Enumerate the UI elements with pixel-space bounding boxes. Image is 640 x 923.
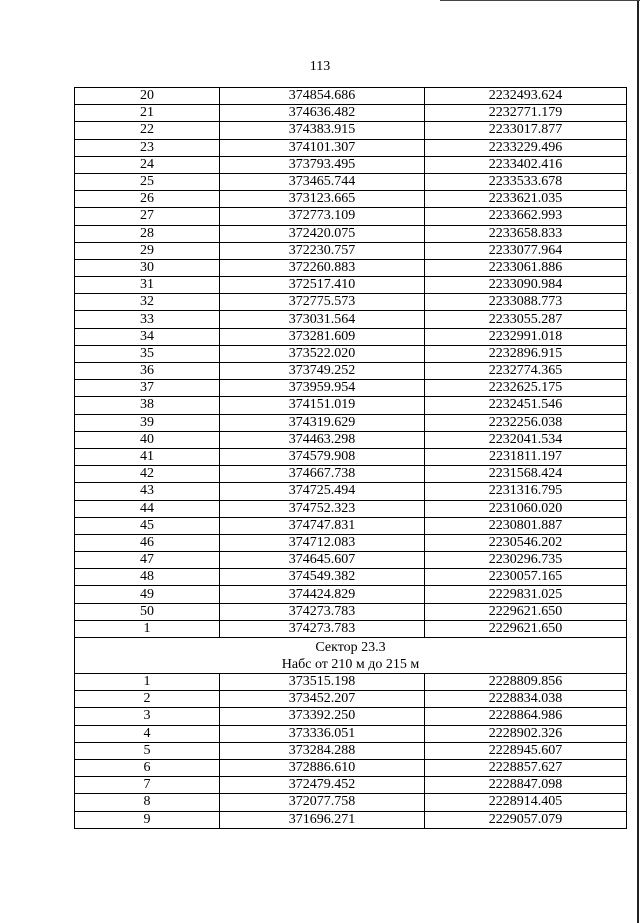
y-coordinate-cell: 2228847.098 bbox=[425, 777, 627, 794]
x-coordinate-cell: 373793.495 bbox=[220, 156, 425, 173]
point-number-cell: 36 bbox=[75, 363, 220, 380]
x-coordinate-cell: 374319.629 bbox=[220, 414, 425, 431]
y-coordinate-cell: 2230546.202 bbox=[425, 534, 627, 551]
x-coordinate-cell: 372517.410 bbox=[220, 277, 425, 294]
table-row bbox=[75, 777, 627, 794]
x-coordinate-cell: 373284.288 bbox=[220, 742, 425, 759]
y-coordinate-cell: 2228945.607 bbox=[425, 742, 627, 759]
table-row bbox=[75, 586, 627, 603]
y-coordinate-cell: 2228809.856 bbox=[425, 674, 627, 691]
y-coordinate-cell: 2229057.079 bbox=[425, 811, 627, 828]
table-row bbox=[75, 534, 627, 551]
y-coordinate-cell: 2229831.025 bbox=[425, 586, 627, 603]
section-header-row bbox=[75, 638, 627, 674]
point-number-cell: 24 bbox=[75, 156, 220, 173]
right-edge-mark bbox=[637, 0, 639, 923]
point-number-cell: 49 bbox=[75, 586, 220, 603]
table-row bbox=[75, 277, 627, 294]
y-coordinate-cell: 2228834.038 bbox=[425, 691, 627, 708]
coordinates-table bbox=[74, 87, 627, 829]
x-coordinate-cell: 374383.915 bbox=[220, 122, 425, 139]
y-coordinate-cell: 2233533.678 bbox=[425, 173, 627, 190]
table-row bbox=[75, 414, 627, 431]
y-coordinate-cell: 2232041.534 bbox=[425, 431, 627, 448]
point-number-cell: 7 bbox=[75, 777, 220, 794]
section-title: Сектор 23.3 bbox=[315, 640, 386, 655]
point-number-cell: 45 bbox=[75, 517, 220, 534]
point-number-cell: 37 bbox=[75, 380, 220, 397]
table-row bbox=[75, 259, 627, 276]
point-number-cell: 28 bbox=[75, 225, 220, 242]
x-coordinate-cell: 373452.207 bbox=[220, 691, 425, 708]
y-coordinate-cell: 2232991.018 bbox=[425, 328, 627, 345]
x-coordinate-cell: 373336.051 bbox=[220, 725, 425, 742]
y-coordinate-cell: 2231316.795 bbox=[425, 483, 627, 500]
point-number-cell: 6 bbox=[75, 759, 220, 776]
y-coordinate-cell: 2233621.035 bbox=[425, 191, 627, 208]
y-coordinate-cell: 2232451.546 bbox=[425, 397, 627, 414]
point-number-cell: 29 bbox=[75, 242, 220, 259]
point-number-cell: 8 bbox=[75, 794, 220, 811]
y-coordinate-cell: 2232625.175 bbox=[425, 380, 627, 397]
y-coordinate-cell: 2230296.735 bbox=[425, 552, 627, 569]
y-coordinate-cell: 2232896.915 bbox=[425, 345, 627, 362]
point-number-cell: 41 bbox=[75, 448, 220, 465]
y-coordinate-cell: 2233055.287 bbox=[425, 311, 627, 328]
x-coordinate-cell: 374636.482 bbox=[220, 105, 425, 122]
x-coordinate-cell: 372077.758 bbox=[220, 794, 425, 811]
point-number-cell: 32 bbox=[75, 294, 220, 311]
point-number-cell: 1 bbox=[75, 674, 220, 691]
point-number-cell: 21 bbox=[75, 105, 220, 122]
x-coordinate-cell: 374151.019 bbox=[220, 397, 425, 414]
point-number-cell: 50 bbox=[75, 603, 220, 620]
y-coordinate-cell: 2233061.886 bbox=[425, 259, 627, 276]
point-number-cell: 23 bbox=[75, 139, 220, 156]
x-coordinate-cell: 374579.908 bbox=[220, 448, 425, 465]
point-number-cell: 27 bbox=[75, 208, 220, 225]
x-coordinate-cell: 374549.382 bbox=[220, 569, 425, 586]
table-row bbox=[75, 759, 627, 776]
y-coordinate-cell: 2233402.416 bbox=[425, 156, 627, 173]
table-row bbox=[75, 380, 627, 397]
point-number-cell: 30 bbox=[75, 259, 220, 276]
point-number-cell: 25 bbox=[75, 173, 220, 190]
x-coordinate-cell: 374273.783 bbox=[220, 603, 425, 620]
table-row bbox=[75, 139, 627, 156]
point-number-cell: 44 bbox=[75, 500, 220, 517]
point-number-cell: 2 bbox=[75, 691, 220, 708]
y-coordinate-cell: 2233088.773 bbox=[425, 294, 627, 311]
y-coordinate-cell: 2230801.887 bbox=[425, 517, 627, 534]
section-subtitle: Набс от 210 м до 215 м bbox=[281, 657, 420, 672]
table-row bbox=[75, 397, 627, 414]
x-coordinate-cell: 373281.609 bbox=[220, 328, 425, 345]
y-coordinate-cell: 2228914.405 bbox=[425, 794, 627, 811]
table-row bbox=[75, 191, 627, 208]
table-row bbox=[75, 620, 627, 637]
x-coordinate-cell: 374747.831 bbox=[220, 517, 425, 534]
table-row bbox=[75, 517, 627, 534]
x-coordinate-cell: 374854.686 bbox=[220, 88, 425, 105]
table-row bbox=[75, 725, 627, 742]
point-number-cell: 1 bbox=[75, 620, 220, 637]
x-coordinate-cell: 374273.783 bbox=[220, 620, 425, 637]
point-number-cell: 47 bbox=[75, 552, 220, 569]
point-number-cell: 20 bbox=[75, 88, 220, 105]
table-row bbox=[75, 691, 627, 708]
point-number-cell: 34 bbox=[75, 328, 220, 345]
section-header-body bbox=[75, 638, 627, 674]
point-number-cell: 22 bbox=[75, 122, 220, 139]
x-coordinate-cell: 374424.829 bbox=[220, 586, 425, 603]
table-row bbox=[75, 225, 627, 242]
x-coordinate-cell: 373959.954 bbox=[220, 380, 425, 397]
point-number-cell: 39 bbox=[75, 414, 220, 431]
x-coordinate-cell: 373031.564 bbox=[220, 311, 425, 328]
table-row bbox=[75, 328, 627, 345]
x-coordinate-cell: 371696.271 bbox=[220, 811, 425, 828]
table-row bbox=[75, 363, 627, 380]
point-number-cell: 3 bbox=[75, 708, 220, 725]
y-coordinate-cell: 2233658.833 bbox=[425, 225, 627, 242]
y-coordinate-cell: 2231568.424 bbox=[425, 466, 627, 483]
point-number-cell: 5 bbox=[75, 742, 220, 759]
y-coordinate-cell: 2233017.877 bbox=[425, 122, 627, 139]
top-edge-mark bbox=[440, 0, 640, 1]
point-number-cell: 46 bbox=[75, 534, 220, 551]
x-coordinate-cell: 372420.075 bbox=[220, 225, 425, 242]
point-number-cell: 42 bbox=[75, 466, 220, 483]
point-number-cell: 33 bbox=[75, 311, 220, 328]
table-row bbox=[75, 500, 627, 517]
table-row bbox=[75, 156, 627, 173]
y-coordinate-cell: 2233662.993 bbox=[425, 208, 627, 225]
y-coordinate-cell: 2228857.627 bbox=[425, 759, 627, 776]
x-coordinate-cell: 373522.020 bbox=[220, 345, 425, 362]
section-header-cell bbox=[75, 638, 627, 674]
y-coordinate-cell: 2228902.326 bbox=[425, 725, 627, 742]
x-coordinate-cell: 373123.665 bbox=[220, 191, 425, 208]
table-row bbox=[75, 208, 627, 225]
point-number-cell: 40 bbox=[75, 431, 220, 448]
y-coordinate-cell: 2232493.624 bbox=[425, 88, 627, 105]
page-number: 113 bbox=[309, 59, 331, 74]
table-row bbox=[75, 674, 627, 691]
table-row bbox=[75, 448, 627, 465]
point-number-cell: 31 bbox=[75, 277, 220, 294]
x-coordinate-cell: 372775.573 bbox=[220, 294, 425, 311]
y-coordinate-cell: 2232256.038 bbox=[425, 414, 627, 431]
table-row bbox=[75, 552, 627, 569]
x-coordinate-cell: 374645.607 bbox=[220, 552, 425, 569]
x-coordinate-cell: 373515.198 bbox=[220, 674, 425, 691]
y-coordinate-cell: 2229621.650 bbox=[425, 620, 627, 637]
y-coordinate-cell: 2233090.984 bbox=[425, 277, 627, 294]
x-coordinate-cell: 373749.252 bbox=[220, 363, 425, 380]
table-row bbox=[75, 811, 627, 828]
x-coordinate-cell: 372479.452 bbox=[220, 777, 425, 794]
y-coordinate-cell: 2232771.179 bbox=[425, 105, 627, 122]
point-number-cell: 48 bbox=[75, 569, 220, 586]
table-row bbox=[75, 294, 627, 311]
y-coordinate-cell: 2231811.197 bbox=[425, 448, 627, 465]
y-coordinate-cell: 2232774.365 bbox=[425, 363, 627, 380]
y-coordinate-cell: 2233077.964 bbox=[425, 242, 627, 259]
x-coordinate-cell: 372773.109 bbox=[220, 208, 425, 225]
x-coordinate-cell: 374712.083 bbox=[220, 534, 425, 551]
point-number-cell: 35 bbox=[75, 345, 220, 362]
y-coordinate-cell: 2228864.986 bbox=[425, 708, 627, 725]
table-row bbox=[75, 122, 627, 139]
table-row bbox=[75, 311, 627, 328]
table-row bbox=[75, 105, 627, 122]
point-number-cell: 38 bbox=[75, 397, 220, 414]
table-row bbox=[75, 708, 627, 725]
x-coordinate-cell: 374101.307 bbox=[220, 139, 425, 156]
table-row bbox=[75, 569, 627, 586]
point-number-cell: 26 bbox=[75, 191, 220, 208]
table-row bbox=[75, 794, 627, 811]
x-coordinate-cell: 372260.883 bbox=[220, 259, 425, 276]
y-coordinate-cell: 2230057.165 bbox=[425, 569, 627, 586]
x-coordinate-cell: 374725.494 bbox=[220, 483, 425, 500]
y-coordinate-cell: 2229621.650 bbox=[425, 603, 627, 620]
x-coordinate-cell: 374752.323 bbox=[220, 500, 425, 517]
table-row bbox=[75, 173, 627, 190]
point-number-cell: 9 bbox=[75, 811, 220, 828]
table-row bbox=[75, 603, 627, 620]
coordinates-table-body-upper bbox=[75, 88, 627, 638]
table-row bbox=[75, 483, 627, 500]
table-row bbox=[75, 742, 627, 759]
x-coordinate-cell: 373392.250 bbox=[220, 708, 425, 725]
point-number-cell: 4 bbox=[75, 725, 220, 742]
y-coordinate-cell: 2233229.496 bbox=[425, 139, 627, 156]
table-row bbox=[75, 431, 627, 448]
table-row bbox=[75, 345, 627, 362]
coordinates-table-body-lower bbox=[75, 674, 627, 829]
x-coordinate-cell: 374463.298 bbox=[220, 431, 425, 448]
x-coordinate-cell: 374667.738 bbox=[220, 466, 425, 483]
table-row bbox=[75, 88, 627, 105]
y-coordinate-cell: 2231060.020 bbox=[425, 500, 627, 517]
x-coordinate-cell: 373465.744 bbox=[220, 173, 425, 190]
table-row bbox=[75, 242, 627, 259]
point-number-cell: 43 bbox=[75, 483, 220, 500]
table-row bbox=[75, 466, 627, 483]
x-coordinate-cell: 372886.610 bbox=[220, 759, 425, 776]
x-coordinate-cell: 372230.757 bbox=[220, 242, 425, 259]
